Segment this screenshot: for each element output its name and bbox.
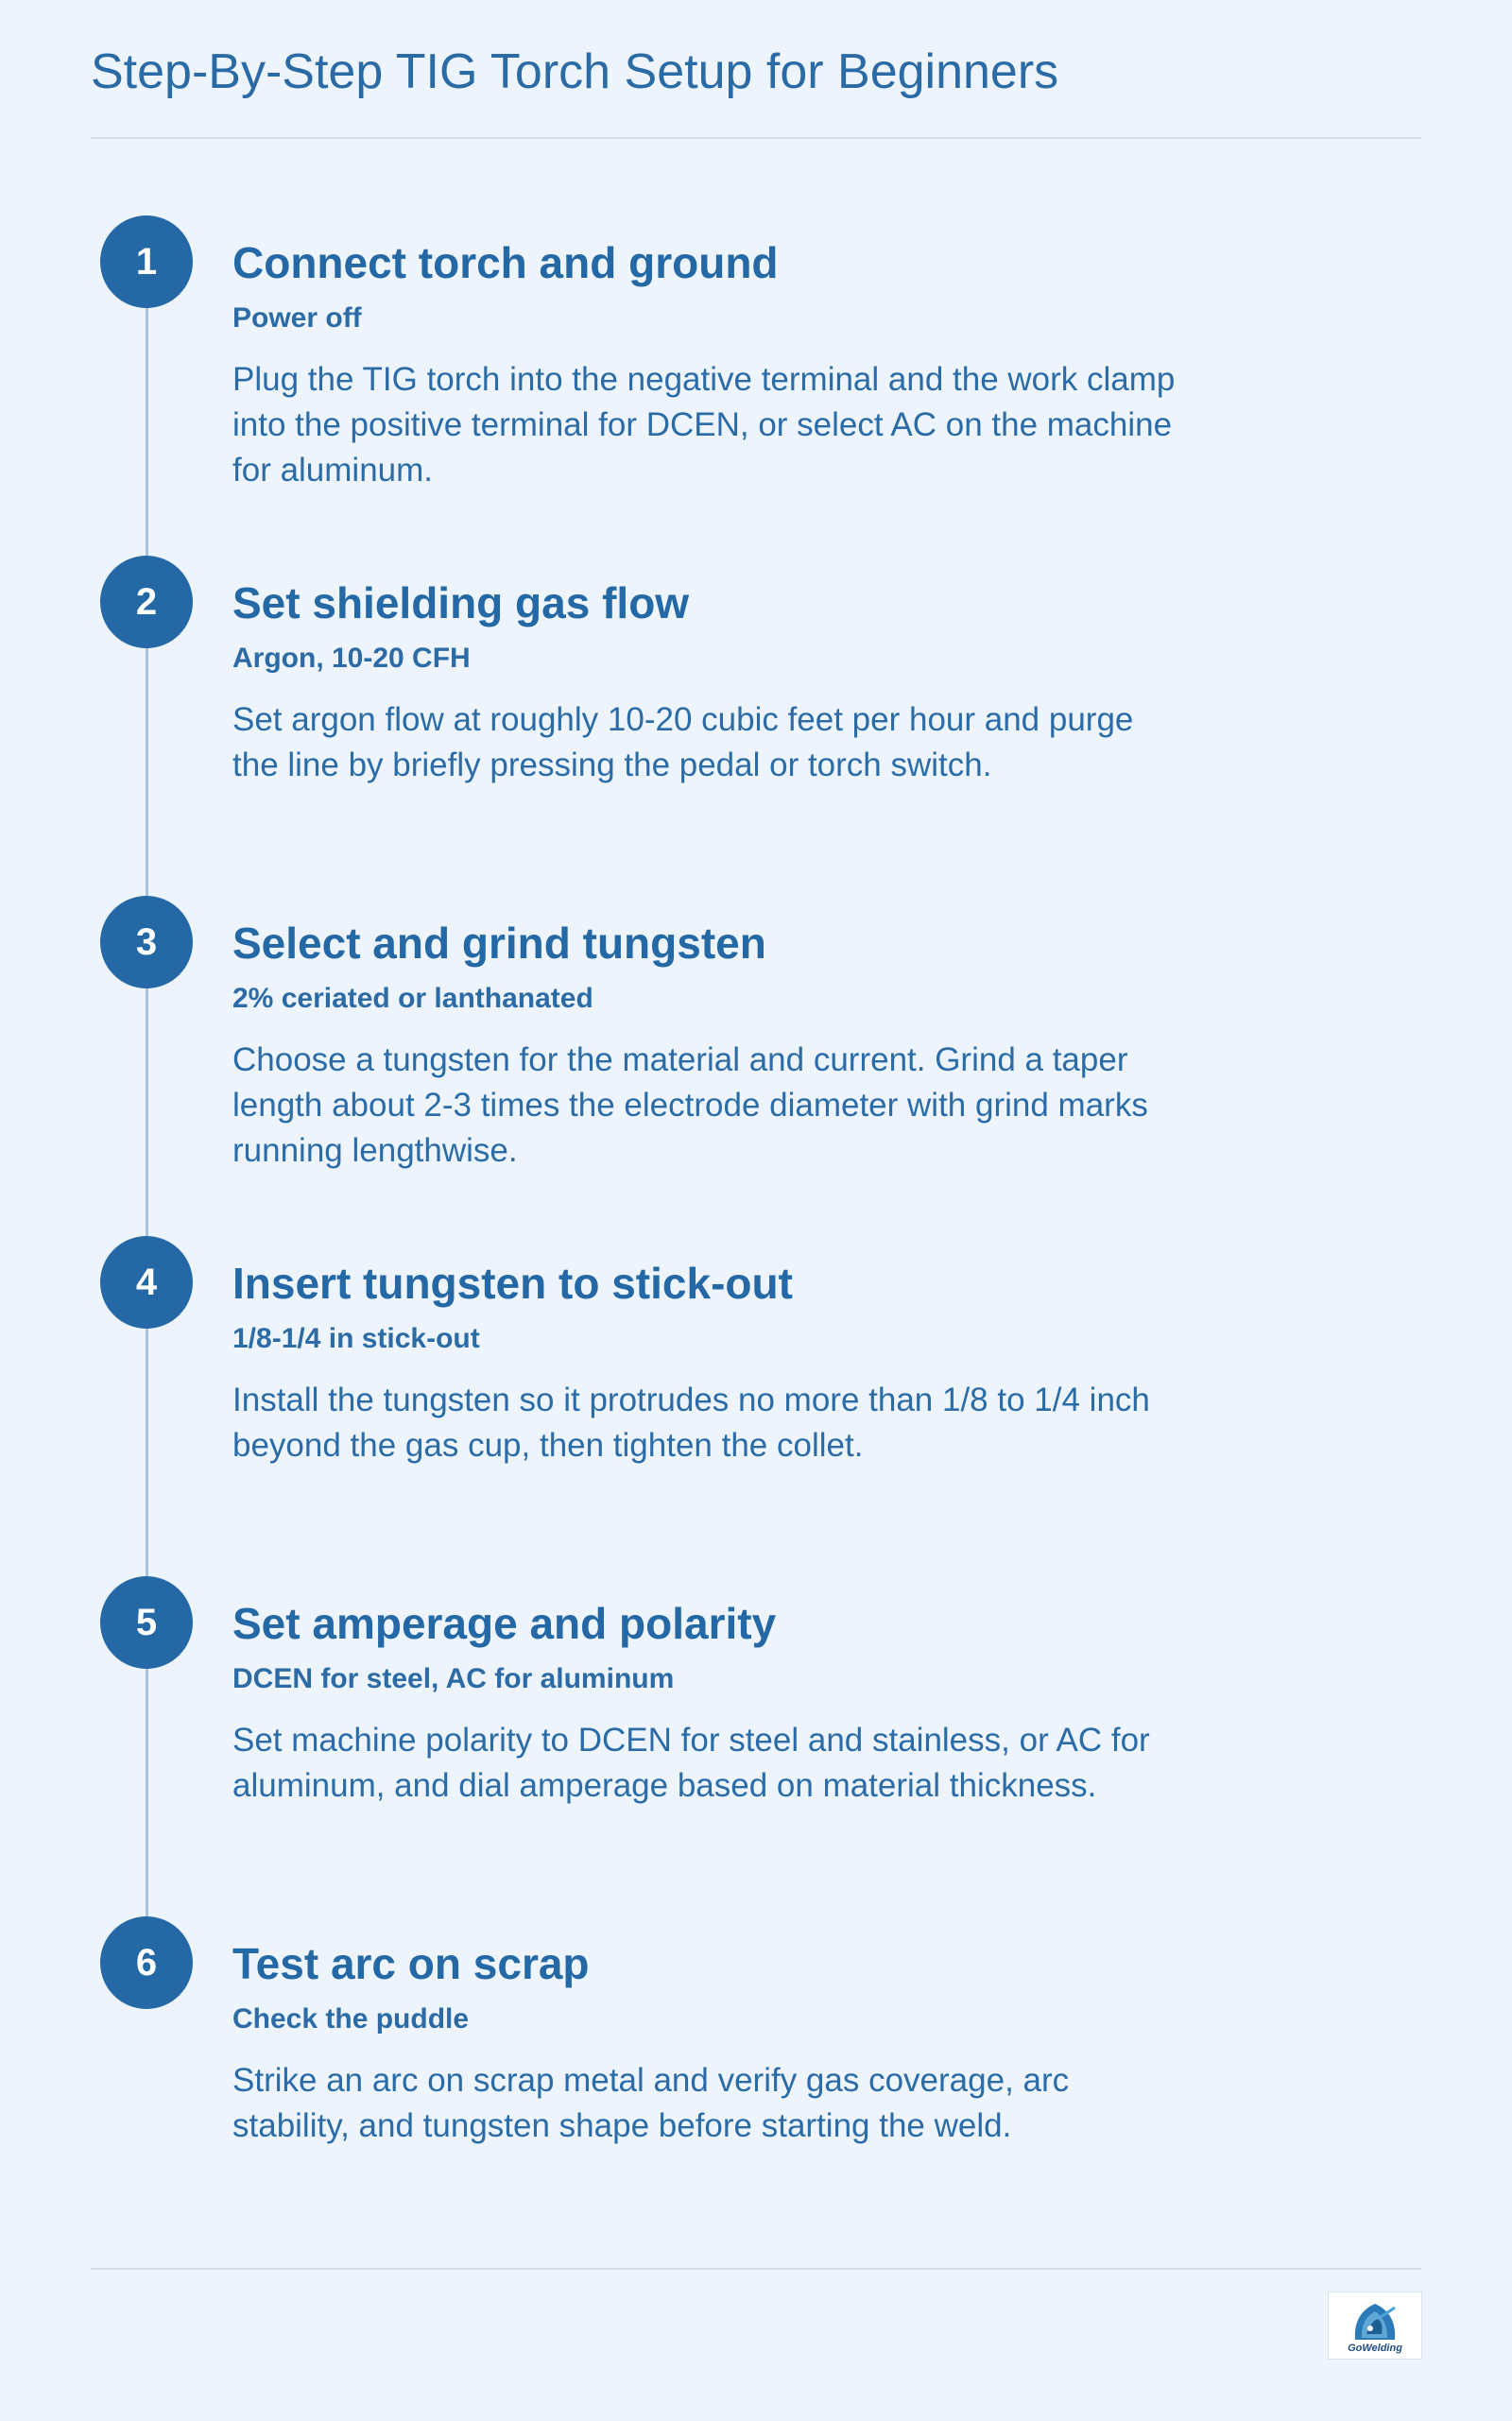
step-number-badge: 2 <box>100 556 193 648</box>
timeline-line <box>146 263 148 1964</box>
step-number-badge: 3 <box>100 896 193 988</box>
step-title: Insert tungsten to stick-out <box>232 1259 793 1308</box>
title-divider <box>91 137 1421 139</box>
step-subtitle: 1/8-1/4 in stick-out <box>232 1323 480 1354</box>
step-title: Set amperage and polarity <box>232 1599 777 1648</box>
step-description: Install the tungsten so it protrudes no more than 1/8 to 1/4 inch beyond the gas cup, then tighten the collet. <box>232 1382 1150 1464</box>
logo-wordmark: GoWelding <box>1348 2343 1402 2354</box>
step-description: Set argon flow at roughly 10-20 cubic feet per hour and purge the line by briefly pressing the pedal or torch switch. <box>232 701 1134 783</box>
step-number-badge: 1 <box>100 215 193 308</box>
step-subtitle: Argon, 10-20 CFH <box>232 643 471 674</box>
step-title: Set shielding gas flow <box>232 578 690 627</box>
step-title: Select and grind tungsten <box>232 919 766 968</box>
step-subtitle: DCEN for steel, AC for aluminum <box>232 1663 675 1694</box>
brand-logo <box>1328 2292 1422 2360</box>
step-number-badge: 4 <box>100 1236 193 1329</box>
welder-mask-logo-icon <box>1329 2292 1421 2347</box>
step-description: Strike an arc on scrap metal and verify gas coverage, arc stability, and tungsten shape before starting the weld. <box>232 2062 1070 2144</box>
step-subtitle: Power off <box>232 302 362 334</box>
step-title: Connect torch and ground <box>232 238 779 287</box>
step-subtitle: 2% ceriated or lanthanated <box>232 983 593 1014</box>
step-subtitle: Check the puddle <box>232 2003 470 2035</box>
step-title: Test arc on scrap <box>232 1939 590 1988</box>
step-number-badge: 6 <box>100 1916 193 2009</box>
footer-divider <box>91 2268 1421 2270</box>
step-description: Set machine polarity to DCEN for steel and stainless, or AC for aluminum, and dial amperage based on material thickness. <box>232 1722 1150 1804</box>
step-description: Choose a tungsten for the material and current. Grind a taper length about 2-3 times the electrode diameter with grind marks running lengthwise. <box>232 1041 1148 1169</box>
step-description: Plug the TIG torch into the negative terminal and the work clamp into the positive terminal for DCEN, or select AC on the machine for aluminum. <box>232 361 1176 489</box>
step-number-badge: 5 <box>100 1576 193 1669</box>
page-title: Step-By-Step TIG Torch Setup for Beginners <box>91 44 1059 99</box>
